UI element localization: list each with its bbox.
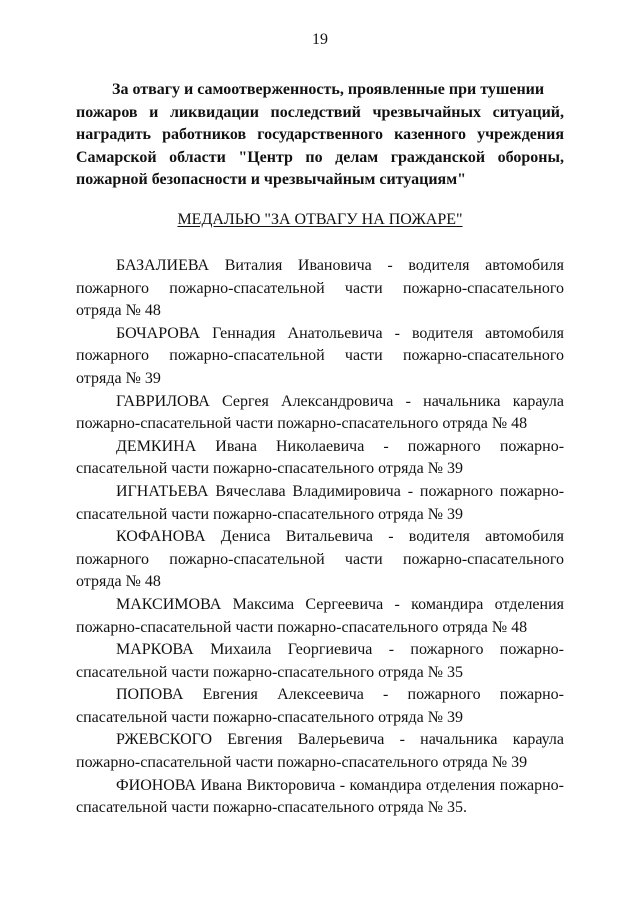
awardee-surname: ГАВРИЛОВА: [116, 392, 210, 410]
awardee-surname: МАРКОВА: [116, 641, 194, 659]
awardee-name: Виталия Ивановича: [224, 257, 372, 274]
award-decree-text: [76, 79, 564, 192]
awardee-name: Ивана Николаевича: [215, 437, 365, 455]
awardee-entry: [76, 594, 564, 639]
awardee-position: - пожарного пожарно-спасательной части пожарно-спасательного отряда № 39: [76, 482, 565, 523]
awardee-entry: [76, 323, 564, 391]
awardee-name: Сергея Александровича: [222, 392, 394, 410]
awardee-name: Вячеслава Владимировича: [215, 482, 401, 500]
awardee-entry: [76, 639, 564, 684]
awardee-name: Михаила Георгиевича: [210, 641, 373, 659]
page-number: 19: [312, 31, 328, 48]
awardee-surname: БОЧАРОВА: [116, 324, 201, 342]
awardee-surname: МАКСИМОВА: [116, 595, 222, 613]
awardee-entry: [76, 255, 564, 323]
awardee-position: - водителя автомобиля пожарного пожарно-спасательной части пожарно-спасательного отряда № 39: [76, 324, 565, 387]
awardee-entry: [76, 436, 564, 481]
awardee-position: - пожарного пожарно-спасательной части пожарно-спасательного отряда № 39: [76, 437, 565, 478]
awardee-position: - водителя автомобиля пожарного пожарно-спасательной части пожарно-спасательного отряда № 48: [76, 528, 565, 591]
awardee-position: - пожарного пожарно-спасательной части пожарно-спасательного отряда № 35: [76, 641, 564, 681]
awardee-list: [76, 255, 564, 820]
awardee-name: Евгения Алексеевича: [202, 686, 364, 704]
awardee-surname: ФИОНОВА: [116, 776, 197, 794]
decree-first-line: За отвагу и самоотверженность, проявленные при тушении: [112, 81, 545, 98]
decree-remaining-text: пожаров и ликвидации последствий чрезвычайных ситуаций, наградить работников государственного казенного учреждения Самарской области "Центр по делам гражданской обороны, пожарной безопасности и чрезвычайным ситуациям": [76, 103, 564, 189]
awardee-entry: [76, 684, 564, 729]
awardee-position: - начальника караула пожарно-спасательной части пожарно-спасательного отряда № 48: [76, 392, 565, 433]
awardee-position: - начальника караула пожарно-спасательной части пожарно-спасательного отряда № 39: [76, 731, 565, 772]
awardee-position: - командира отделения пожарно-спасательной части пожарно-спасательного отряда № 48: [76, 595, 565, 636]
medal-title: МЕДАЛЬЮ "ЗА ОТВАГУ НА ПОЖАРЕ": [177, 211, 463, 228]
awardee-name: Дениса Витальевича: [220, 528, 374, 546]
awardee-position: - командира отделения пожарно-спасательной части пожарно-спасательного отряда № 35.: [76, 776, 564, 817]
awardee-name: Геннадия Анатольевича: [212, 324, 383, 342]
awardee-entry: [76, 729, 564, 774]
awardee-entry: [76, 391, 564, 436]
awardee-surname: ИГНАТЬЕВА: [116, 482, 209, 500]
awardee-position: - водителя автомобиля пожарного пожарно-спасательной части пожарно-спасательного отряда № 48: [76, 257, 564, 320]
awardee-surname: ДЕМКИНА: [116, 437, 197, 455]
awardee-surname: ПОПОВА: [116, 686, 184, 704]
awardee-entry: [76, 775, 564, 820]
awardee-surname: БАЗАЛИЕВА: [116, 257, 210, 274]
awardee-surname: КОФАНОВА: [116, 528, 206, 546]
awardee-surname: РЖЕВСКОГО: [116, 731, 213, 749]
awardee-name: Максима Сергеевича: [232, 595, 384, 613]
awardee-entry: [76, 526, 564, 594]
awardee-name: Ивана Викторовича: [200, 776, 336, 794]
awardee-entry: [76, 481, 564, 526]
awardee-position: - пожарного пожарно-спасательной части пожарно-спасательного отряда № 39: [76, 686, 565, 726]
awardee-name: Евгения Валерьевича: [227, 731, 385, 749]
